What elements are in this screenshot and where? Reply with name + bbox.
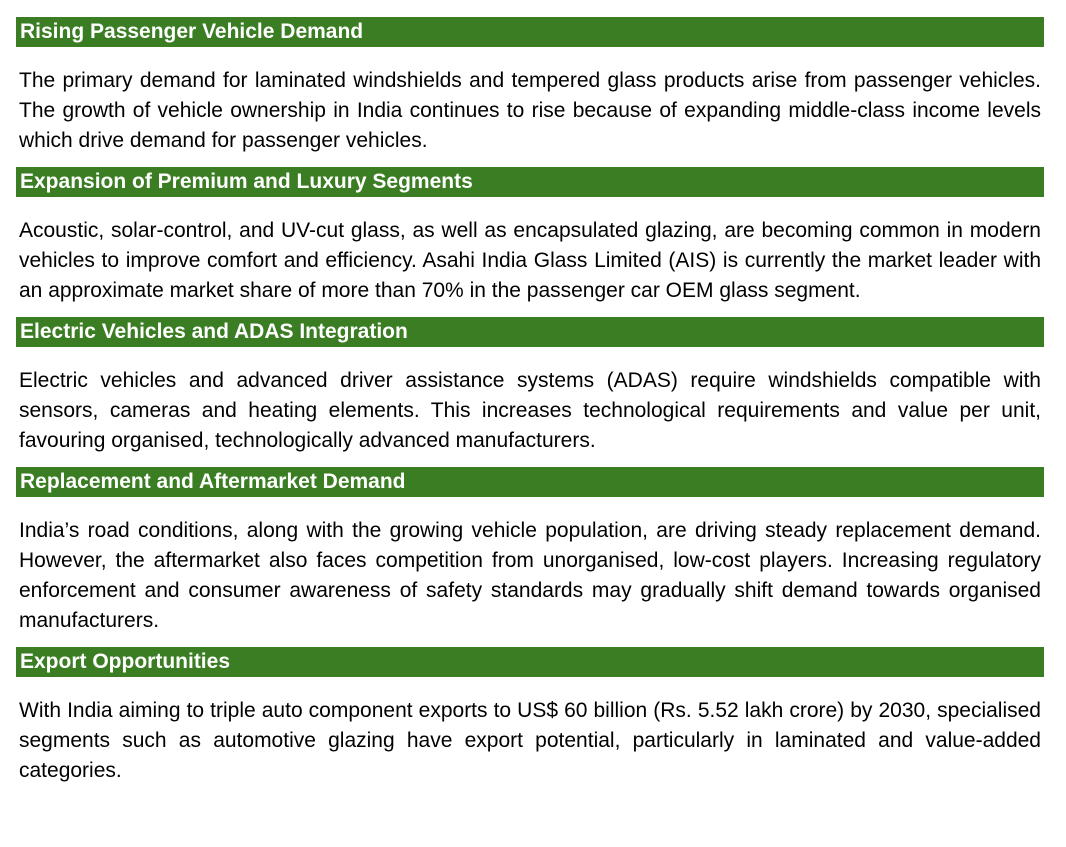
section-premium-luxury-segments (16, 167, 1044, 306)
section-heading: Replacement and Aftermarket Demand (16, 467, 1044, 497)
section-heading: Export Opportunities (16, 647, 1044, 677)
section-ev-adas-integration (16, 317, 1044, 456)
section-paragraph: The primary demand for laminated windshields and tempered glass products arise from passenger vehicles. The growth of vehicle ownership in India continues to rise because of expanding middle-class income levels which drive demand for passenger vehicles. (19, 69, 1041, 152)
section-paragraph: With India aiming to triple auto component exports to US$ 60 billion (Rs. 5.52 lakh crore) by 2030, specialised segments such as automotive glazing have export potential, particularly in laminated and value-added categories. (19, 699, 1041, 782)
section-rising-passenger-vehicle-demand (16, 17, 1044, 156)
document (16, 17, 1044, 797)
section-heading: Electric Vehicles and ADAS Integration (16, 317, 1044, 347)
section-paragraph: Electric vehicles and advanced driver assistance systems (ADAS) require windshields compatible with sensors, cameras and heating elements. This increases technological requirements and value per unit, favouring organised, technologically advanced manufacturers. (19, 369, 1041, 452)
section-heading: Rising Passenger Vehicle Demand (16, 17, 1044, 47)
section-paragraph: India’s road conditions, along with the growing vehicle population, are driving steady replacement demand. However, the aftermarket also faces competition from unorganised, low-cost players. Increasing regulatory enforcement and consumer awareness of safety standards may gradually shift demand towards organised manufacturers. (19, 519, 1041, 632)
section-replacement-aftermarket (16, 467, 1044, 636)
section-heading: Expansion of Premium and Luxury Segments (16, 167, 1044, 197)
section-export-opportunities (16, 647, 1044, 786)
section-paragraph: Acoustic, solar-control, and UV-cut glass, as well as encapsulated glazing, are becoming common in modern vehicles to improve comfort and efficiency. Asahi India Glass Limited (AIS) is currently the market leader with an approximate market share of more than 70% in the passenger car OEM glass segment. (19, 219, 1041, 302)
